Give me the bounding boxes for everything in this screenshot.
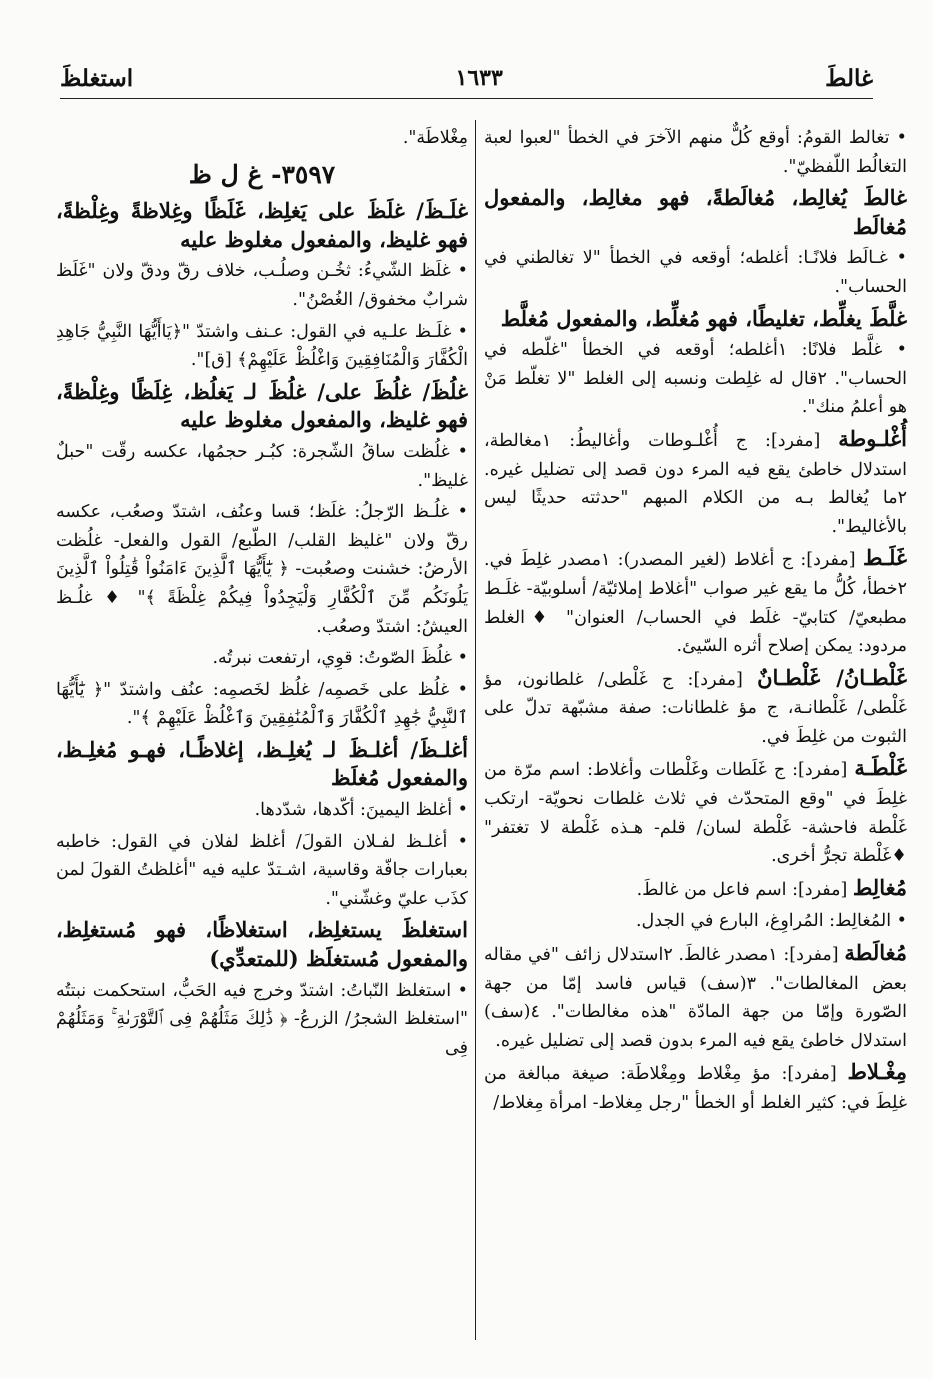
definition-line: • استغلظ النّباتُ: اشتدّ وخرج فيه الحَبُّ، استحكمت نبتتُه "استغلظ الشجرُ/ الزرعُ- ﴿ ذَٰلِكَ مَثَلُهُمْ فِى ٱلتَّوْرَىٰةِ ۚ وَمَثَلُهُمْ فِى: [56, 980, 468, 1058]
verb-entry-heading: أغلـظَ/ أغلـظَ لـ يُغلِـظ، إغلاظًـا، فهـو مُغلِـظ، والمفعول مُغلَظ: [56, 736, 468, 791]
definition-line: • غلَظ الشّيءُ: ثخُـن وصلُـب، خلاف رقّ ودقّ ولان "غَلَظ شرابٌ مخفوق/ الغُصْنُ".: [56, 261, 468, 310]
entry-definition: [مفرد]: ج غَلَطات وغَلْطات وأغلاط: اسم مرّة من غلِطَ في "وقع المتحدّث في ثلاث غلطات نحويّة- ارتكب غَلْطة فاحشة- غَلْطة لسان/ قلم- هـذه غَلْطة لا تغتفر" ♦غَلْطة تجرُّ أخرى.: [484, 760, 907, 867]
verb-entry-heading: غلَـظَ/ غلَظَ على يَغلِظ، غَلَظًا وغِلاظةً وغِلْظةً، فهو غليظ، والمفعول مغلوظ عليه: [56, 198, 468, 252]
definition-line: • أغلـظ لفـلان القولَ/ أغلظ لفلان في القول: خاطبه بعبارات جافّة وقاسية، اشـتدّ عليه فيه "أغلظتُ القولَ لمن كذَب عليّ وغشّني".: [56, 831, 468, 909]
dictionary-entry: [484, 939, 907, 1055]
entry-headword: غَلْطَـة: [854, 755, 907, 781]
definition-line: • غلَـظ علـيه في القول: عـنف واشتدّ "﴿يَاأَيُّهَا النَّبِيُّ جَاهِدِ الْكُفَّارَ وَالْمُنَافِقِينَ وَاغْلُظْ عَلَيْهِمْ﴾ [ق]".: [56, 321, 468, 371]
left-column: [56, 124, 468, 1065]
right-running-headword: غالطَ: [825, 64, 873, 92]
entry-headword: أُغْلـوطة: [838, 425, 907, 451]
dictionary-entry: [484, 425, 907, 541]
entry-headword: مِغْـلاط: [847, 1059, 907, 1085]
entry-headword: مُغالَطة: [844, 940, 907, 966]
definition-line: • تغالط القومُ: أوقع كُلٌّ منهم الآخرَ في الخطأ "لعبوا لعبة التغالُط اللّفظيّ".: [484, 128, 907, 177]
dictionary-entry: [484, 754, 907, 870]
verb-entry-heading: غالطَ يُغالِط، مُغالَطةً، فهو مغالِط، والمفعول مُغالَط: [484, 185, 907, 239]
dictionary-entry: [484, 874, 907, 905]
definition-line: • غلُظ على خَصمِه/ غلُظ لخَصمِه: عنُف واشتدّ "﴿ يَٰٓأَيُّهَا ٱلنَّبِيُّ جَٰهِدِ ٱلْكُفَّارَ وَٱلْمُنَٰفِقِينَ وَٱغْلُظْ عَلَيْهِمْ ﴾".: [56, 679, 468, 729]
page-number: ١٦٣٣: [455, 65, 503, 91]
left-running-headword: استغلظَ: [60, 64, 134, 92]
definition-line: • أغلظ اليمينَ: أكّدها، شدّدها.: [254, 800, 468, 821]
verb-entry-heading: استغلظَ يستغلِظ، استغلاظًا، فهو مُستغلِظ، والمفعول مُستغلَظ (للمتعدِّي): [56, 917, 468, 972]
column-divider: [475, 120, 476, 1340]
dictionary-entry: [484, 544, 907, 660]
entry-headword: غَلَـط: [862, 545, 907, 571]
dictionary-entry: [484, 1058, 907, 1117]
definition-line: • غـالَط فلانًـا: أغلطه؛ أوقعه في الخطأ "لا تغالطني في الحساب".: [484, 248, 907, 297]
entry-definition: [مفرد]: ج أُغْلـوطات وأغاليطُ: ١مغالطة، استدلال خاطئ يقع فيه المرء دون قصد إلى تضليل غيره. ٢ما يُغالط بـه من الكلام المبهم "حدثته حديثًا ليس بالأغاليط".: [484, 430, 907, 537]
definition-line: • غلُـظ الرّجلُ: غلَظ؛ قسا وعنُف، اشتدّ وصعُب، عكسه رقّ ولان "غليظ القلب/ الطّبع/ القول والفعل- غلُظت الأرضُ: خشنت وصعُبت- ﴿ يَٰٓأَيُّهَا ٱلَّذِينَ ءَامَنُواْ قَٰتِلُواْ ٱلَّذِينَ يَلُونَكُم مِّنَ ٱلْكُفَّارِ وَلْيَجِدُواْ فِيكُمْ غِلْظَةً ﴾" ♦ غلُـظ العيشُ: اشتدّ وصعُب.: [56, 502, 468, 637]
verb-entry-heading: غلَّطَ يغلِّط، تغليطًا، فهو مُغلِّط، والمفعول مُغلَّط: [500, 305, 907, 331]
page-header: [60, 58, 873, 99]
right-column: [484, 124, 907, 1121]
entry-definition: [مفرد]: ج أغلاط (لغير المصدر): ١مصدر غلِطَ في. ٢خطأ، كُلُّ ما يقع غير صواب "أغلاط إملائيّة/ أسلوبيّة- غلَـط مطبعيّ/ كتابيّ- غلَط في الحساب/ العنوان" ♦الغلط مردود: يمكن إصلاح أثره السّيئ.: [484, 550, 908, 657]
verb-entry-heading: غلُظَ/ غلُظَ على/ غلُظَ لـ يَغلُظ، غِلَظًا وغِلْظةً، فهو غليظ، والمفعول مغلوظ عليه: [56, 378, 468, 433]
entry-definition: [مفرد]: ١مصدر غالطَ. ٢استدلال زائف "في مقاله بعض المغالطات". ٣(سف) قياس فاسد إمّا من جهة الصّورة وإمّا من جهة المادّة "هذه مغالطات". ٤(سف) استدلال خاطئ يقع فيه المرء بدون قصد إلى تضليل غيره.: [484, 945, 907, 1051]
definition-line: مِغْلاطَة".: [402, 128, 468, 148]
definition-line: • غلُظت ساقُ الشّجرة: كبُـر حجمُها، عكسه رقّت "حبلٌ غليظ".: [56, 441, 468, 491]
definition-line: • غلُظَ الصّوتُ: قوِي، ارتفعت نبرتُه.: [212, 648, 468, 669]
entry-headword: غَلْطـانُ/ غَلْطـانٌ: [757, 664, 908, 690]
entry-definition: [مفرد]: ج غَلْطى/ غلطانون، مؤ غَلْطى/ غَلْطانـة، ج مؤ غلطانات: صفة مشبّهة تدلّ على الثبوت من غلِطَ في.: [484, 669, 907, 747]
root-heading: ٣٥٩٧- غ ل ظ: [188, 159, 336, 189]
dictionary-entry: [484, 664, 907, 752]
entry-definition: [مفرد]: مؤ مِغْلاط ومِغْلاطَة: صيغة مبالغة من غلِطَ في: كثير الغلط أو الخطأ "رجل مِغلاط- امرأة مِغلاط/: [484, 1064, 907, 1113]
entry-headword: مُغالِط: [852, 874, 907, 900]
definition-line: • غلَّط فلانًا: ١أغلطه؛ أوقعه في الخطأ "غلّطه في الحساب". ٢قال له غلِطت ونسبه إلى الغلط "لا تغلّط مَنْ هو أعلمُ منك".: [484, 340, 907, 418]
entry-definition: [مفرد]: اسم فاعل من غالطَ.: [636, 879, 848, 900]
definition-line: • المُغالِط: المُراوِغ، البارع في الجدل.: [635, 911, 907, 932]
